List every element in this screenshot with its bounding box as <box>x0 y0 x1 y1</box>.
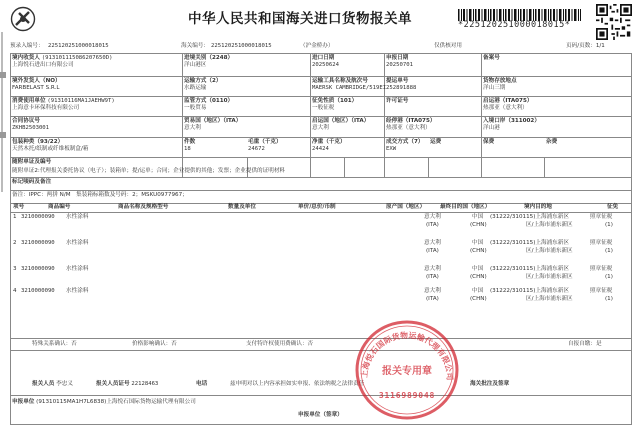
supervision-label: 监管方式（0110） <box>184 98 234 104</box>
row-origin: 意大利 <box>424 240 441 246</box>
phone-label: 电话 <box>196 381 208 387</box>
row-dest-code: (CHN) <box>470 248 487 254</box>
pieces-cell <box>184 139 195 153</box>
package-cell <box>12 139 89 153</box>
customs-declaration-seal <box>353 318 461 422</box>
row-dest: 中国 <box>472 240 484 246</box>
goods-header-qty: 数量及单位 <box>228 204 256 210</box>
contract-cell <box>12 118 49 132</box>
origin-port: 热那亚（意大利） <box>483 105 528 112</box>
special-label: 特殊关系确认： <box>32 341 72 347</box>
pre-entry-number: 225120251000018015 <box>48 43 109 49</box>
tax-nature-label: 征免性质（101） <box>312 98 358 104</box>
status-note: 仅供核对用 <box>434 43 462 49</box>
page-title: 中华人民共和国海关进口货物报关单 <box>188 11 412 27</box>
marks-text: 备注：IPPC：两拼 N/M 集装箱标箱数及号码：2；MSKU0977967； <box>12 192 188 198</box>
row-domestic: (31222/310115)上海浦东新区 <box>490 214 569 220</box>
row-origin: 意大利 <box>424 266 441 272</box>
row-no: 1 <box>13 214 17 220</box>
row-domestic-2: 区/上海市浦东新区 <box>526 274 573 280</box>
bill-no: 252891888 <box>386 85 417 92</box>
record-no-label: 备案号 <box>483 55 500 61</box>
seal-company-text: 上海悦石国际货物运输代理有限公司 <box>359 330 455 381</box>
agent <box>12 399 196 405</box>
net-cell <box>312 139 346 153</box>
row-exempt: 照章征税 <box>590 266 613 272</box>
goods-header-price: 单价/总价/币制 <box>298 204 336 210</box>
agent-name: (91310115MA1H7L6838)上海悦石国际货物运输代理有限公司 <box>36 399 196 405</box>
license-cell <box>386 98 408 105</box>
row-exempt-code: (1) <box>605 222 613 228</box>
trade-country-label: 贸易国（地区）（ITA） <box>184 118 242 124</box>
row-name: 水性涂料 <box>66 214 89 220</box>
docs-label: 随附单证及编号 <box>12 159 52 165</box>
origin-port-label: 启运港（ITA075） <box>483 98 533 104</box>
cert-number: 22128463 <box>131 381 159 387</box>
supervision: 一般贸易 <box>184 105 207 112</box>
row-domestic: (31222/310115)上海浦东新区 <box>490 240 569 246</box>
insurance-label: 保费 <box>483 139 495 145</box>
row-dest: 中国 <box>472 266 484 272</box>
transit-port: 热那亚（意大利） <box>386 125 431 132</box>
self-report-label: 自报自缴： <box>568 341 596 347</box>
deal: EXW <box>386 146 397 153</box>
royalty-value: 否 <box>307 341 314 347</box>
consignee-name: 上海悦石进出口有限公司 <box>12 62 74 69</box>
customs-number: 225120251000018015 <box>211 43 272 49</box>
bill-no-label: 提运单号 <box>386 78 409 84</box>
customs-note-label: 海关批注及签章 <box>470 381 510 387</box>
row-no: 4 <box>13 288 17 294</box>
net-label: 净重（千克） <box>312 139 346 145</box>
package-label: 包装种类（93/22） <box>12 139 64 145</box>
consignee-cell <box>12 55 113 69</box>
qr-code <box>596 4 632 40</box>
contract-label: 合同协议号 <box>12 118 40 124</box>
phone <box>196 381 207 387</box>
row-domestic: (31222/310115)上海浦东新区 <box>490 288 569 294</box>
transit-port-cell <box>386 118 435 132</box>
row-name: 水性涂料 <box>66 288 89 294</box>
pre-entry-label: 预录入编号： <box>10 43 44 49</box>
declare-date-label: 申报日期 <box>386 55 409 61</box>
special-relation <box>32 341 77 347</box>
royalty-label: 支付特许权使用费确认： <box>246 341 308 347</box>
trade-country-cell <box>184 118 241 132</box>
row-exempt-code: (1) <box>605 296 613 302</box>
deal-label: 成交方式（7） <box>386 139 424 145</box>
contract: ZKHB2503001 <box>12 125 50 132</box>
royalty <box>246 341 313 347</box>
misc-cell <box>546 139 557 146</box>
goods-header-name: 商品名称及规格型号 <box>118 204 169 210</box>
trade-country: 意大利 <box>184 125 201 132</box>
row-exempt: 照章征税 <box>590 214 613 220</box>
price-effect <box>132 341 177 347</box>
storage-cell <box>483 78 517 92</box>
row-no: 3 <box>13 266 17 272</box>
transit-port-label: 经停港（ITA075） <box>386 118 436 124</box>
license-label: 许可证号 <box>386 98 409 104</box>
declarant <box>32 381 73 387</box>
net: 24424 <box>312 146 329 153</box>
goods-header-exempt: 征免 <box>607 204 619 210</box>
row-code: 3210000090 <box>21 288 55 294</box>
goods-header-domestic: 境内目的地 <box>524 204 552 210</box>
goods-header-dest: 最终目的国（地区） <box>440 204 491 210</box>
row-code: 3210000090 <box>21 240 55 246</box>
entry-border: 洋山港 <box>483 125 500 132</box>
customs-number-label: 海关编号： <box>181 43 209 49</box>
row-origin: 意大利 <box>424 214 441 220</box>
freight-label: 运费 <box>430 139 442 145</box>
bill-no-cell <box>386 78 416 92</box>
declarant-label: 报关人员 <box>32 381 55 387</box>
row-domestic-2: 区/上海市浦东新区 <box>526 248 573 254</box>
row-dest-code: (CHN) <box>470 296 487 302</box>
import-date-cell <box>312 55 339 69</box>
storage-label: 货物存放地点 <box>483 78 517 84</box>
departure-country-label: 启运国（地区）（ITA） <box>312 118 370 124</box>
consumer-cell <box>12 98 115 112</box>
row-origin-code: (ITA) <box>426 274 439 280</box>
row-origin-code: (ITA) <box>426 222 439 228</box>
barcode-number: *225120251000018015* <box>458 20 571 30</box>
row-domestic: (31222/310115)上海浦东新区 <box>490 266 569 272</box>
row-exempt: 照章征税 <box>590 240 613 246</box>
import-date-label: 进口日期 <box>312 55 335 61</box>
row-origin-code: (ITA) <box>426 296 439 302</box>
supervision-cell <box>184 98 233 112</box>
insurance-cell <box>483 139 494 146</box>
row-name: 水性涂料 <box>66 240 89 246</box>
consumer-code: (91310116MA1JAEHW9T) <box>47 98 115 104</box>
row-origin-code: (ITA) <box>426 248 439 254</box>
consignee-code: (913101115086207650D) <box>41 55 113 61</box>
consumer-name: 上海意卡环保科技有限公司 <box>12 105 80 112</box>
package: 天然木托/纸制或纤维板制盒/箱 <box>12 146 89 153</box>
declare-date: 20250701 <box>386 62 413 69</box>
row-origin: 意大利 <box>424 288 441 294</box>
entry-border-cell <box>483 118 540 132</box>
tax-nature-cell <box>312 98 357 112</box>
special-value: 否 <box>71 341 77 347</box>
goods-header-no: 项号 <box>13 204 25 210</box>
shipper-label: 境外发货人（NO） <box>12 78 61 84</box>
seal-center-text: 报关专用章 <box>382 366 432 377</box>
departure-country-cell <box>312 118 369 132</box>
goods-header-origin: 原产国（地区） <box>386 204 426 210</box>
shipper-name: FARBELAST S.R.L <box>12 85 60 92</box>
docs-text: 随附单证2:代理报关委托协议（电子）；装箱单；提/运单；合同；企业提供的其他；发票；企业提供的证明材料 <box>12 168 286 174</box>
entry-port-label: 进境关别（2248） <box>184 55 234 61</box>
row-domestic-2: 区/上海市浦东新区 <box>526 296 573 302</box>
entry-port: 洋山港区 <box>184 62 207 69</box>
origin-port-cell <box>483 98 532 112</box>
storage: 洋山三期 <box>483 85 506 92</box>
transport-name-cell <box>312 78 386 92</box>
agent-seal-label: 申报单位（签章） <box>298 412 343 418</box>
consignee-label: 境内收货人 <box>12 55 40 61</box>
row-name: 水性涂料 <box>66 266 89 272</box>
consumer-label: 消费使用单位 <box>12 98 46 104</box>
pieces: 18 <box>184 146 191 153</box>
declarant-cert <box>96 381 158 387</box>
row-dest: 中国 <box>472 214 484 220</box>
customs-emblem-icon <box>10 6 36 32</box>
row-dest: 中国 <box>472 288 484 294</box>
transport-name-label: 运输工具名称及航次号 <box>312 78 368 84</box>
misc-label: 杂费 <box>546 139 558 145</box>
goods-header-code: 商品编号 <box>48 204 71 210</box>
deal-cell <box>386 139 423 153</box>
row-domestic-2: 区/上海市浦东新区 <box>526 222 573 228</box>
transport-mode-label: 运输方式（2） <box>184 78 222 84</box>
gross-cell <box>248 139 282 153</box>
row-code: 3210000090 <box>21 214 55 220</box>
price-value: 否 <box>171 341 177 347</box>
departure-country: 意大利 <box>312 125 329 132</box>
gross-label: 毛重（千克） <box>248 139 282 145</box>
self-report-value: 是 <box>595 341 602 347</box>
cert-label: 报关人员证号 <box>96 381 130 387</box>
binding-mark <box>0 32 7 192</box>
price-label: 价格影响确认： <box>132 341 172 347</box>
page-indicator: 页码/页数：1/1 <box>566 43 605 49</box>
customs-site: （沪金桥办） <box>300 43 334 49</box>
row-exempt: 照章征税 <box>590 288 613 294</box>
row-code: 3210000090 <box>21 266 55 272</box>
row-exempt-code: (1) <box>605 248 613 254</box>
self-report <box>568 341 602 347</box>
row-dest-code: (CHN) <box>470 222 487 228</box>
gross: 24672 <box>248 146 265 153</box>
row-exempt-code: (1) <box>605 274 613 280</box>
duty-statement: 兹申明对以上内容承担如实申报、依法纳税之法律责任 <box>230 381 365 387</box>
entry-border-label: 入境口岸（311002） <box>483 118 540 124</box>
transport-mode: 水路运输 <box>184 85 207 92</box>
transport-name: MAERSK CAMBRIDGE/519EI <box>312 85 387 92</box>
record-no-cell <box>483 55 500 62</box>
transport-mode-cell <box>184 78 221 92</box>
import-date: 20250624 <box>312 62 339 69</box>
freight-cell <box>430 139 441 146</box>
pieces-label: 件数 <box>184 139 196 145</box>
entry-port-cell <box>184 55 233 69</box>
declare-date-cell <box>386 55 413 69</box>
seal-number: 3116989048 <box>378 391 436 400</box>
marks-label: 标记唛码及备注 <box>12 179 52 185</box>
agent-label: 申报单位 <box>12 399 35 405</box>
declarant-name: 李忠义 <box>56 381 73 387</box>
tax-nature: 一般征税 <box>312 105 335 112</box>
shipper-cell <box>12 78 61 92</box>
row-no: 2 <box>13 240 17 246</box>
row-dest-code: (CHN) <box>470 274 487 280</box>
